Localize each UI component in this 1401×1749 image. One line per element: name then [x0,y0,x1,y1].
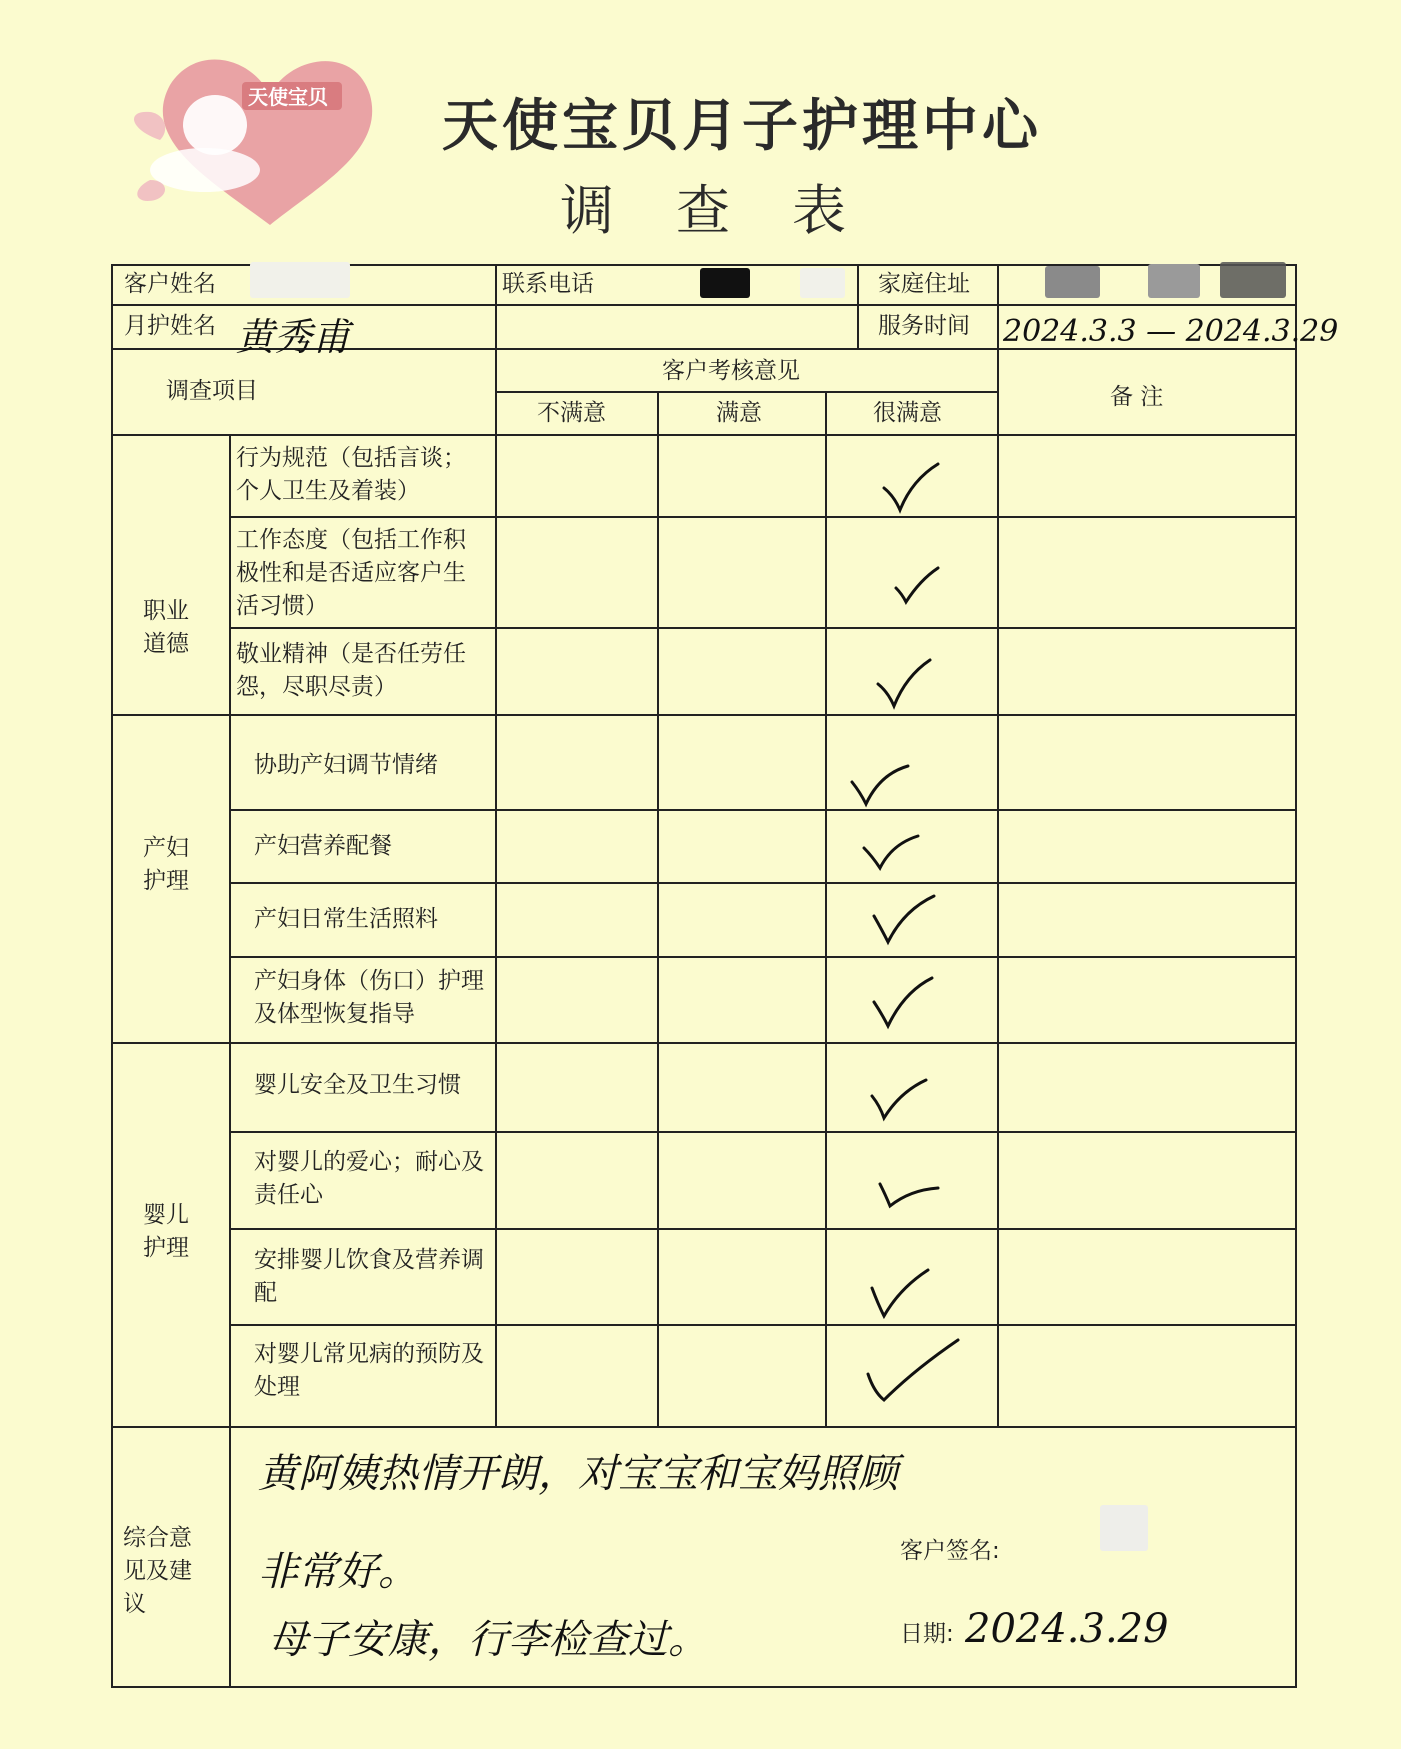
service-time-value: 2024.3.3 — 2024.3.29 [1003,314,1339,349]
item-label: 协助产妇调节情绪 [254,752,438,778]
checkmark-icon [876,458,946,518]
col-very-satisfied: 很满意 [873,400,942,426]
redacted-address [1220,262,1286,298]
feedback-label: 综合意见及建议 [123,1525,192,1617]
checkmark-icon [868,972,938,1032]
page-title: 天使宝贝月子护理中心 [442,94,1042,159]
item-label: 产妇身体（伤口）护理及体型恢复指导 [254,968,484,1027]
signature-label: 客户签名: [900,1538,1000,1564]
address-label: 家庭住址 [878,271,970,297]
nurse-name-label: 月护姓名 [124,313,216,339]
checkmark-icon [846,752,916,812]
nurse-name-value: 黄秀甫 [236,315,351,359]
col-satisfied: 满意 [716,400,762,426]
item-label: 工作态度（包括工作积极性和是否适应客户生活习惯） [236,527,466,619]
checkmark-icon [866,1070,936,1130]
item-label: 安排婴儿饮食及营养调配 [254,1247,484,1306]
item-label: 对婴儿的爱心；耐心及责任心 [254,1149,484,1208]
remark-header: 备 注 [1110,384,1164,410]
item-header: 调查项目 [166,378,258,404]
phone-label: 联系电话 [502,271,594,297]
feedback-line: 黄阿姨热情开朗，对宝宝和宝妈照顾 [258,1451,898,1497]
redacted-customer-name [250,262,350,298]
item-label: 行为规范（包括言谈；个人卫生及着装） [236,445,466,504]
item-label: 对婴儿常见病的预防及处理 [254,1341,484,1400]
group-maternal-care: 产妇护理 [143,835,189,894]
feedback-line: 母子安康，行李检查过。 [268,1617,708,1663]
checkmark-icon [862,1334,962,1408]
checkmark-icon [858,822,928,882]
date-label: 日期: [900,1621,954,1647]
logo-text: 天使宝贝 [248,85,328,109]
checkmark-icon [874,1160,944,1220]
checkmark-icon [872,652,942,712]
redacted-phone [800,268,845,298]
date-value: 2024.3.29 [965,1606,1169,1652]
checkmark-icon [868,890,938,950]
redacted-address [1045,266,1100,298]
checkmark-icon [886,552,956,612]
redacted-signature [1100,1505,1148,1551]
page-subtitle: 调查表 [560,179,908,242]
redacted-phone [700,268,750,298]
logo [120,40,380,230]
checkmark-icon [866,1264,936,1324]
group-ethics: 职业道德 [143,598,189,657]
col-dissatisfied: 不满意 [537,400,606,426]
item-label: 产妇营养配餐 [254,833,392,859]
item-label: 产妇日常生活照料 [254,906,438,932]
opinion-header: 客户考核意见 [662,358,800,384]
feedback-line: 非常好。 [258,1549,418,1595]
customer-name-label: 客户姓名 [124,271,216,297]
redacted-address [1148,264,1200,298]
item-label: 敬业精神（是否任劳任怨，尽职尽责） [236,641,466,700]
group-infant-care: 婴儿护理 [143,1202,189,1261]
item-label: 婴儿安全及卫生习惯 [254,1072,461,1098]
service-time-label: 服务时间 [878,313,970,339]
